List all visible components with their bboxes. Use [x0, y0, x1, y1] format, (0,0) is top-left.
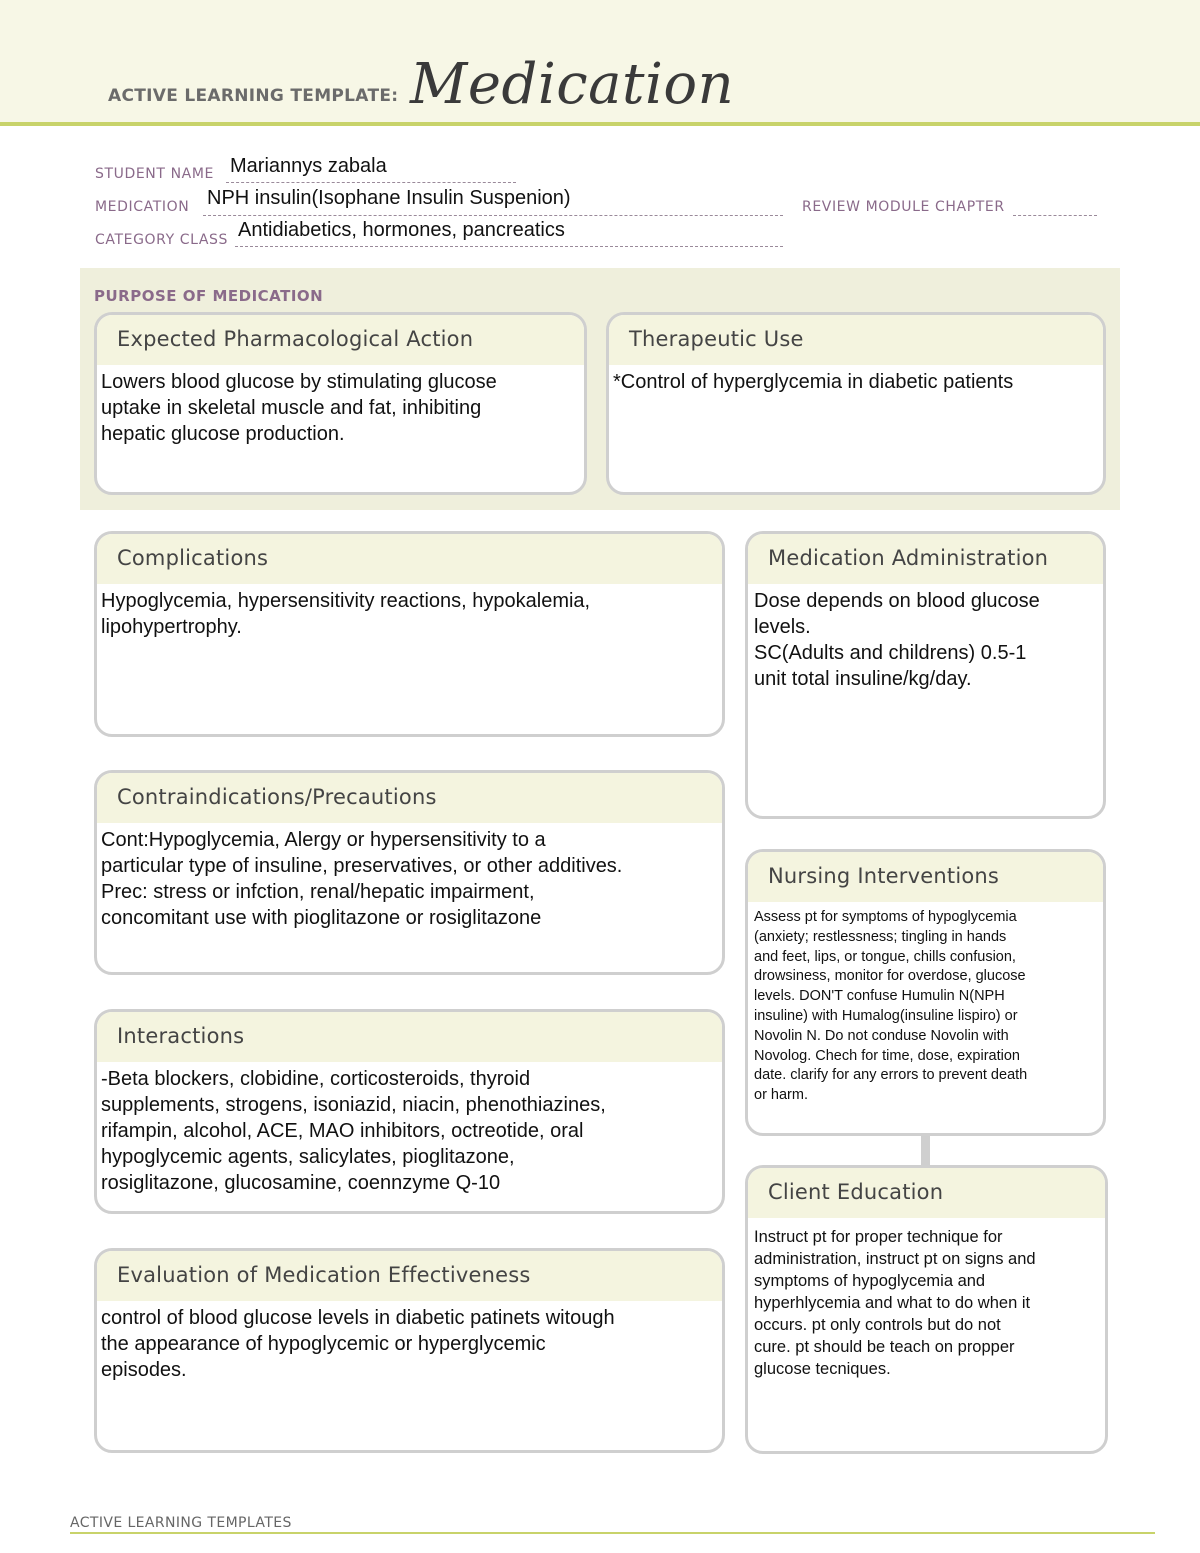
- complications-title: Complications: [97, 534, 722, 584]
- review-module-label: REVIEW MODULE CHAPTER: [802, 199, 1005, 215]
- evaluation-card: [94, 1248, 725, 1453]
- evaluation-title: Evaluation of Medication Effectiveness: [97, 1251, 722, 1301]
- administration-title: Medication Administration: [748, 534, 1103, 584]
- nursing-interventions-text[interactable]: Assess pt for symptoms of hypoglycemia (anxiety; restlessness; tingling in hands and feet, lips, or tongue, chills confusion, drowsiness, monitor for overdose, glucose levels. DON'T confuse Humulin N(NPH insuline) with Humalog(insuline lispiro) or Novolin N. Do not conduse Novolin with Novolog. Chech for time, dose, expiration date. clarify for any errors to prevent death or harm.: [754, 909, 1028, 1104]
- purpose-label: PURPOSE OF MEDICATION: [94, 287, 324, 305]
- nursing-interventions-card: [745, 849, 1106, 1136]
- evaluation-text[interactable]: control of blood glucose levels in diabetic patinets witough the appearance of hypoglycemic or hyperglycemic episodes.: [101, 1307, 615, 1381]
- complications-text[interactable]: Hypoglycemia, hypersensitivity reactions, hypokalemia, lipohypertrophy.: [101, 590, 591, 638]
- footer-label: ACTIVE LEARNING TEMPLATES: [70, 1515, 292, 1531]
- expected-action-title: Expected Pharmacological Action: [97, 315, 584, 365]
- contraindications-text[interactable]: Cont:Hypoglycemia, Alergy or hypersensitivity to a particular type of insuline, preservatives, or other additives. Prec: stress or infction, renal/hepatic impairment, concomitant use with pioglitazone or rosiglitazone: [101, 829, 623, 929]
- student-name-label: STUDENT NAME: [95, 166, 214, 182]
- student-name-line: [226, 182, 516, 183]
- student-name-field[interactable]: Mariannys zabala: [230, 155, 387, 177]
- template-label: ACTIVE LEARNING TEMPLATE:: [108, 86, 399, 106]
- medication-label: MEDICATION: [95, 199, 190, 215]
- interactions-title: Interactions: [97, 1012, 722, 1062]
- complications-card: [94, 531, 725, 737]
- category-class-line: [235, 246, 783, 247]
- nursing-interventions-title: Nursing Interventions: [748, 852, 1103, 902]
- administration-text[interactable]: Dose depends on blood glucose levels. SC(Adults and childrens) 0.5-1 unit total insuline/kg/day.: [754, 590, 1040, 690]
- client-education-card: [745, 1165, 1108, 1454]
- client-education-title: Client Education: [748, 1168, 1105, 1218]
- medication-field[interactable]: NPH insulin(Isophane Insulin Suspenion): [207, 187, 571, 209]
- footer-rule: [70, 1532, 1155, 1534]
- header-rule: [0, 122, 1200, 126]
- category-class-field[interactable]: Antidiabetics, hormones, pancreatics: [238, 219, 565, 241]
- page-title: Medication: [410, 52, 735, 117]
- card-connector: [921, 1133, 930, 1167]
- client-education-text[interactable]: Instruct pt for proper technique for administration, instruct pt on signs and symptoms of hypoglycemia and hyperhlycemia and what to do when it occurs. pt only controls but do not cure. pt should be teach on propper glucose tecniques.: [754, 1228, 1036, 1378]
- contraindications-card: [94, 770, 725, 975]
- therapeutic-use-text[interactable]: *Control of hyperglycemia in diabetic patients: [613, 371, 1014, 393]
- medication-line: [203, 215, 783, 216]
- review-module-line: [1013, 215, 1097, 216]
- expected-action-card: [94, 312, 587, 495]
- category-class-label: CATEGORY CLASS: [95, 232, 229, 248]
- expected-action-text[interactable]: Lowers blood glucose by stimulating glucose uptake in skeletal muscle and fat, inhibiting hepatic glucose production.: [101, 371, 497, 445]
- contraindications-title: Contraindications/Precautions: [97, 773, 722, 823]
- administration-card: [745, 531, 1106, 819]
- interactions-card: [94, 1009, 725, 1214]
- therapeutic-use-title: Therapeutic Use: [609, 315, 1103, 365]
- therapeutic-use-card: [606, 312, 1106, 495]
- interactions-text[interactable]: -Beta blockers, clobidine, corticosteroids, thyroid supplements, strogens, isoniazid, niacin, phenothiazines, rifampin, alcohol, ACE, MAO inhibitors, octreotide, oral hypoglycemic agents, salicylates, pioglitazone, rosiglitazone, glucosamine, coennzyme Q-10: [101, 1068, 606, 1194]
